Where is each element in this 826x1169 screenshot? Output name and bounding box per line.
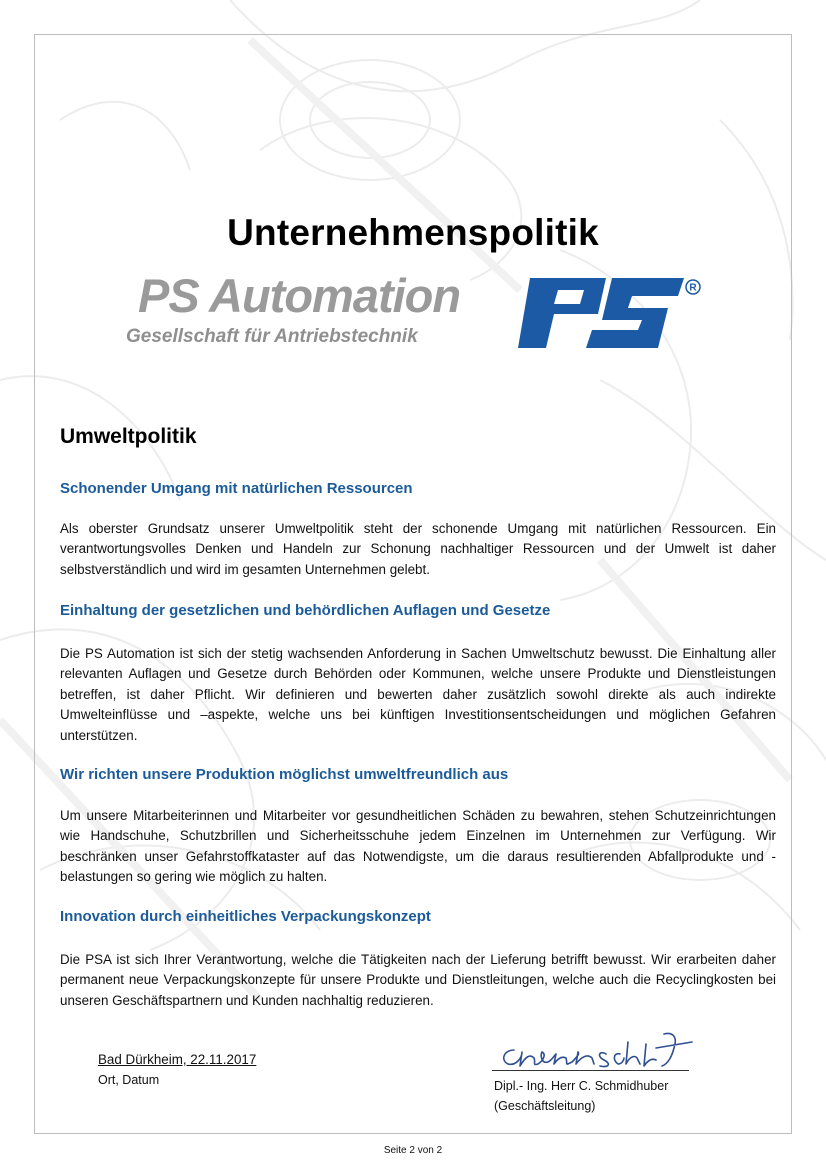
page-title: Unternehmenspolitik xyxy=(227,212,599,253)
company-logo xyxy=(120,269,710,354)
subsection-text: Als oberster Grundsatz unserer Umweltpolitik steht der schonende Umgang mit natürlichen Ressourcen. Ein verantwortungsvolles Denken und Handeln zur Schonung nachhaltiger Ressourcen und der Umwelt ist daher selbstverständlich und wird im gesamten Unternehmen gelebt. xyxy=(60,521,776,577)
ps-logo-mark xyxy=(508,278,708,348)
logo-subtitle: Gesellschaft für Antriebstechnik xyxy=(126,326,418,347)
logo-company-name: PS Automation xyxy=(138,269,461,322)
subsection-heading: Einhaltung der gesetzlichen und behördlichen Auflagen und Gesetze xyxy=(60,602,551,619)
subsection-text: Die PS Automation ist sich der stetig wachsenden Anforderung in Sachen Umweltschutz bewusst. Die Einhaltung aller relevanten Auflagen und Gesetze durch Behörden oder Kommunen, welche unsere Produkte und Dienstleistungen betreffen, ist daher Pflicht. Wir definieren und bewerten daher zusätzlich sowohl direkte als auch indirekte Umwelteinflüsse und –aspekte, welche uns bei künftigen Investitionsentscheidungen und möglichen Gefahren unterstützen. xyxy=(60,646,776,743)
svg-text:R: R xyxy=(689,282,697,294)
signer-name: Dipl.- Ing. Herr C. Schmidhuber xyxy=(494,1079,669,1093)
signer-role: (Geschäftsleitung) xyxy=(494,1099,596,1113)
subsection-heading: Schonender Umgang mit natürlichen Ressourcen xyxy=(60,480,413,497)
subsection-heading: Innovation durch einheitliches Verpackungskonzept xyxy=(60,908,431,925)
section-title: Umweltpolitik xyxy=(60,425,197,448)
place-date-label: Ort, Datum xyxy=(98,1073,160,1087)
page-number: Seite 2 von 2 xyxy=(383,1145,443,1156)
subsection-heading: Wir richten unsere Produktion möglichst umweltfreundlich aus xyxy=(60,766,509,783)
subsection-text: Um unsere Mitarbeiterinnen und Mitarbeiter vor gesundheitlichen Schäden zu bewahren, stehen Schutzeinrichtungen wie Handschuhe, Schutzbrillen und Sicherheitsschuhe jedem Einzelnen im Unternehmen zur Verfügung. Wir beschränken unser Gefahrstoffkataster auf das Notwendigste, um die daraus resultierenden Abfallprodukte und -belastungen so gering wie möglich zu halten. xyxy=(60,808,776,885)
handwritten-signature xyxy=(496,1024,706,1074)
signature-line xyxy=(492,1070,689,1071)
subsection-text: Die PSA ist sich Ihrer Verantwortung, welche die Tätigkeiten nach der Lieferung betrifft bewusst. Wir erarbeiten daher permanent neue Verpackungskonzepte für unsere Produkte und Dienstleitungen, welche auch die Recyclingkosten bei unseren Geschäftspartnern und Kunden nachhaltig reduzieren. xyxy=(60,952,776,1008)
place-and-date: Bad Dürkheim, 22.11.2017 xyxy=(98,1052,257,1067)
signer-block xyxy=(494,1076,668,1116)
